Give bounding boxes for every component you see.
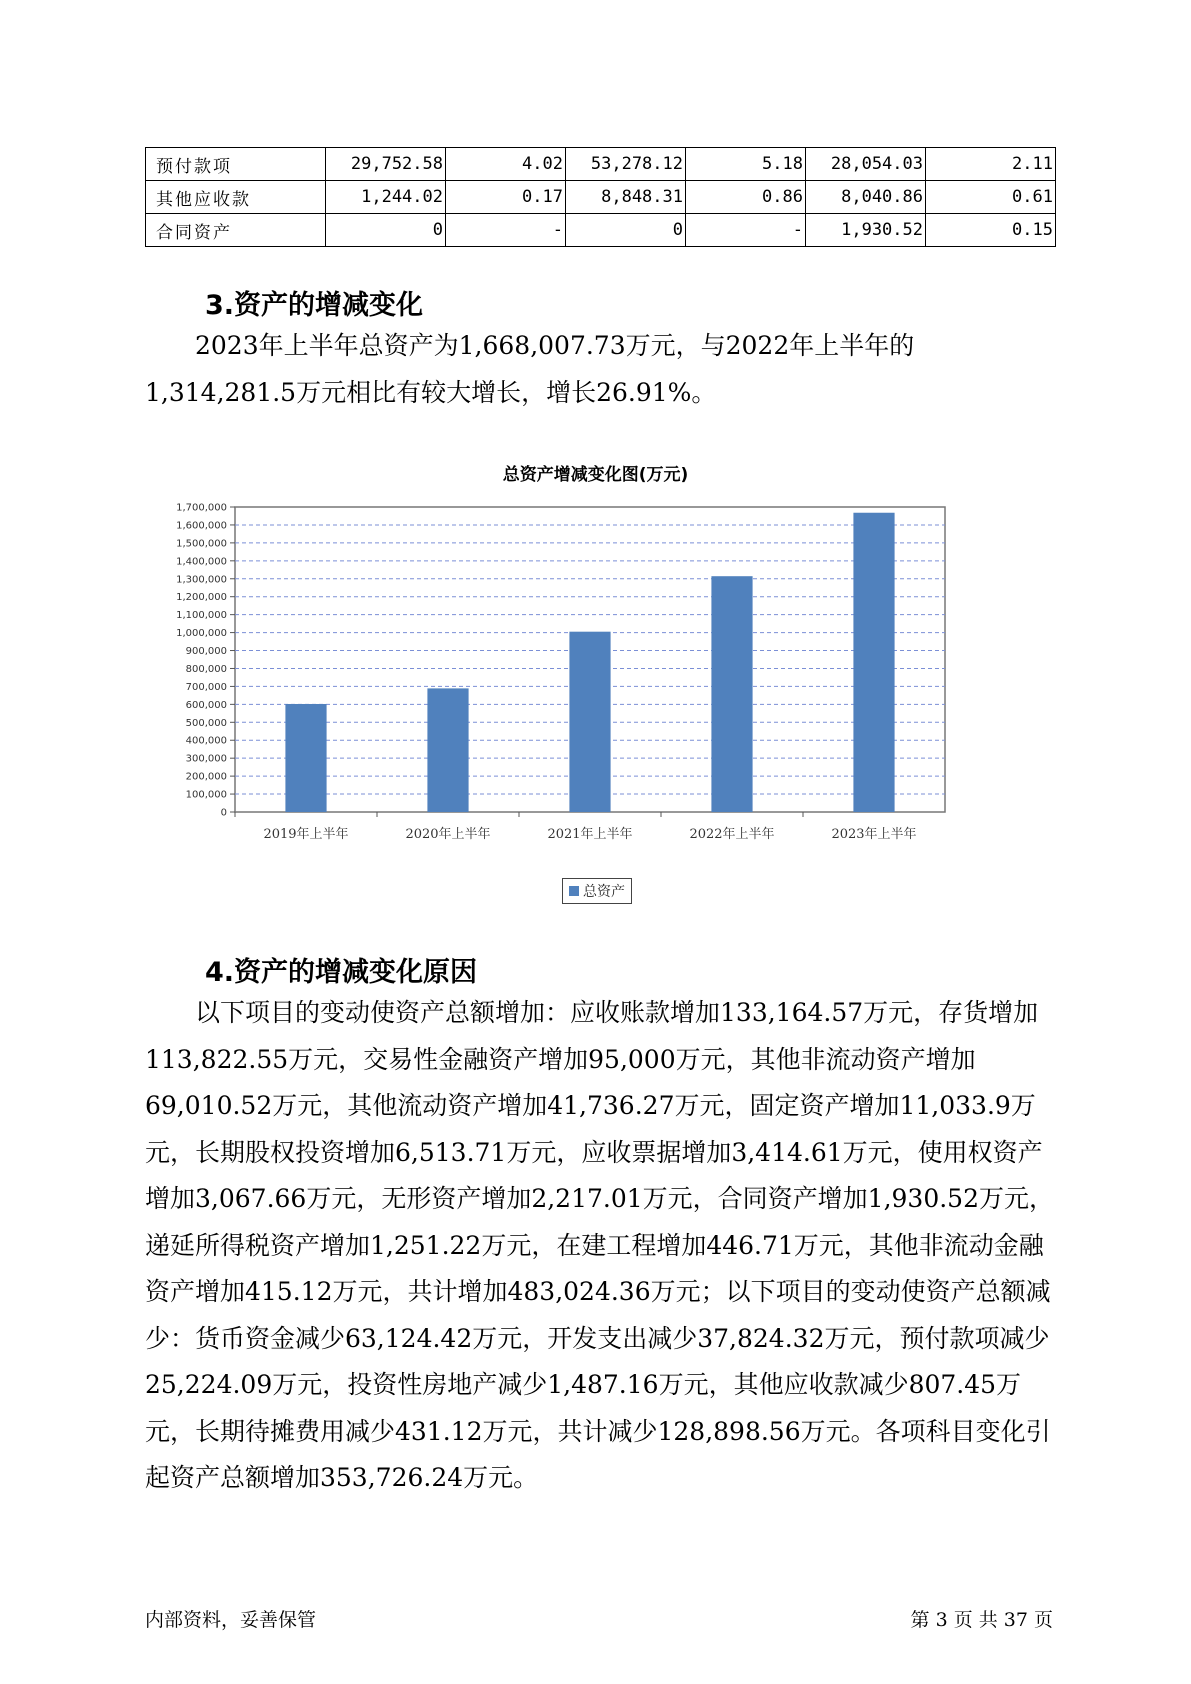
bar (853, 513, 894, 812)
table-cell: 5.18 (686, 148, 806, 181)
section-3-heading: 3.资产的增减变化 (205, 290, 424, 321)
assets-table (145, 147, 1056, 247)
footer-confidential: 内部资料，妥善保管 (145, 1609, 317, 1631)
table-cell: 2.11 (926, 148, 1056, 181)
table-cell: 29,752.58 (326, 148, 446, 181)
table-row (146, 148, 1056, 181)
legend-label: 总资产 (583, 884, 625, 900)
y-tick-label: 300,000 (185, 753, 227, 765)
y-tick-label: 900,000 (185, 646, 227, 658)
y-tick-label: 200,000 (185, 771, 227, 783)
y-tick-label: 600,000 (185, 699, 227, 711)
section-3-paragraph: 2023年上半年总资产为1,668,007.73万元，与2022年上半年的1,314,281.5万元相比有较大增长，增长26.91%。 (145, 331, 915, 407)
table-cell: 4.02 (446, 148, 566, 181)
section-4-paragraph: 以下项目的变动使资产总额增加：应收账款增加133,164.57万元，存货增加113,822.55万元，交易性金融资产增加95,000万元，其他非流动资产增加69,010.52万元，其他流动资产增加41,736.27万元，固定资产增加11,033.9万元，长期股权投资增加6,513.71万元，应收票据增加3,414.61万元，使用权资产增加3,067.66万元，无形资产增加2,217.01万元，合同资产增加1,930.52万元，递延所得税资产增加1,251.22万元，在建工程增加446.71万元，其他非流动金融资产增加415.12万元，共计增加483,024.36万元；以下项目的变动使资产总额减少：货币资金减少63,124.42万元，开发支出减少37,824.32万元，预付款项减少25,224.09万元，投资性房地产减少1,487.16万元，其他应收款减少807.45万元，长期待摊费用减少431.12万元，共计减少128,898.56万元。各项科目变化引起资产总额增加353,726.24万元。 (145, 998, 1054, 1492)
y-tick-label: 1,700,000 (176, 502, 227, 514)
table-cell: 1,244.02 (326, 181, 446, 214)
x-tick-label: 2021年上半年 (547, 827, 633, 842)
table-cell: 0.17 (446, 181, 566, 214)
y-tick-label: 100,000 (185, 789, 227, 801)
table-cell: 0 (566, 214, 686, 247)
bar (711, 576, 752, 812)
total-assets-bar-chart (160, 495, 1020, 875)
chart-legend (562, 878, 632, 904)
y-tick-label: 500,000 (185, 717, 227, 729)
y-tick-label: 1,300,000 (176, 574, 227, 586)
y-tick-label: 400,000 (185, 735, 227, 747)
table-cell: 53,278.12 (566, 148, 686, 181)
bar (427, 688, 468, 812)
table-cell: 0 (326, 214, 446, 247)
y-tick-label: 800,000 (185, 663, 227, 675)
y-tick-label: 1,100,000 (176, 610, 227, 622)
y-tick-label: 0 (220, 807, 227, 819)
table-cell: 8,040.86 (806, 181, 926, 214)
table-row (146, 214, 1056, 247)
y-tick-label: 1,000,000 (176, 628, 227, 640)
row-label: 预付款项 (146, 148, 326, 181)
y-tick-label: 1,200,000 (176, 592, 227, 604)
chart-title: 总资产增减变化图(万元) (502, 465, 689, 485)
y-tick-label: 1,600,000 (176, 520, 227, 532)
table-cell: 0.86 (686, 181, 806, 214)
table-cell: - (446, 214, 566, 247)
table-row (146, 181, 1056, 214)
table-cell: 0.61 (926, 181, 1056, 214)
x-tick-label: 2023年上半年 (831, 827, 917, 842)
row-label: 合同资产 (146, 214, 326, 247)
footer-page-number: 第 3 页 共 37 页 (910, 1609, 1053, 1631)
section-4-heading: 4.资产的增减变化原因 (205, 957, 478, 988)
row-label: 其他应收款 (146, 181, 326, 214)
x-tick-label: 2022年上半年 (689, 827, 775, 842)
legend-swatch (569, 886, 579, 896)
y-tick-label: 700,000 (185, 681, 227, 693)
table-cell: 28,054.03 (806, 148, 926, 181)
table-cell: 1,930.52 (806, 214, 926, 247)
x-tick-label: 2020年上半年 (405, 827, 491, 842)
x-tick-label: 2019年上半年 (263, 827, 349, 842)
y-tick-label: 1,400,000 (176, 556, 227, 568)
bar (569, 632, 610, 812)
y-tick-label: 1,500,000 (176, 538, 227, 550)
table-cell: - (686, 214, 806, 247)
table-cell: 0.15 (926, 214, 1056, 247)
table-cell: 8,848.31 (566, 181, 686, 214)
bar (285, 704, 326, 812)
